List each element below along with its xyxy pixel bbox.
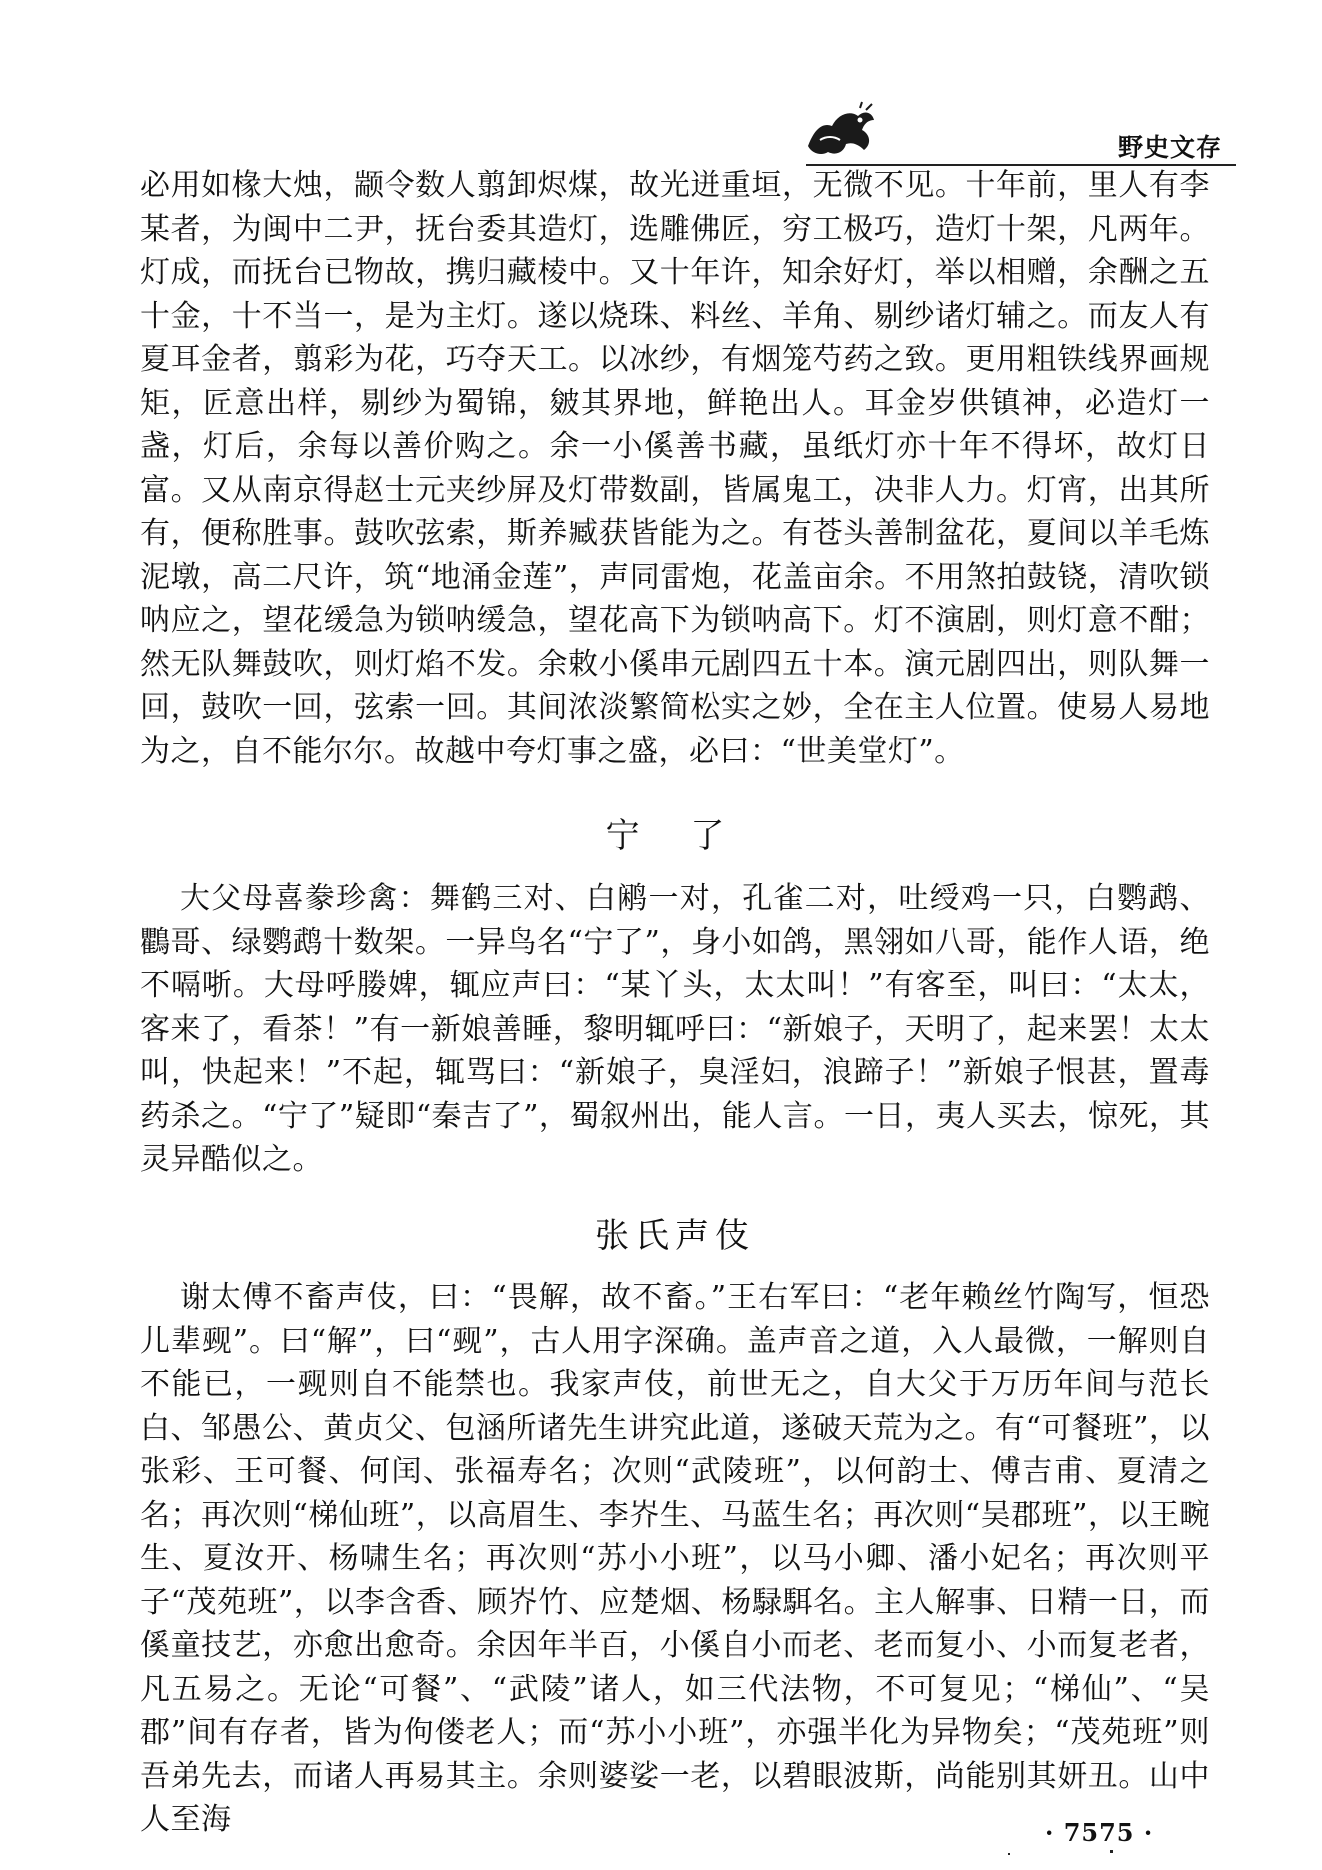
section-title-shengji: 张氏声伎: [595, 1216, 755, 1256]
dragon-icon: [800, 100, 880, 160]
page-number: · 7575 ·: [1045, 1818, 1154, 1847]
scan-speck: [1008, 1853, 1010, 1855]
section-title-ningliao: 宁 了: [605, 816, 745, 856]
paragraph-text: 谢太傅不畜声伎，曰：“畏解，故不畜。”王右军曰：“老年赖丝竹陶写，恒恐儿辈觋”。曰“解”，曰“觋”，古人用字深确。盖声音之道，入人最微，一解则自不能已，一觋则自不能禁也。我家声伎，前世无之，自大父于万历年间与范长白、邹愚公、黄贞父、包涵所诸先生讲究此道，遂破天荒为之。有“可餐班”，以张彩、王可餐、何闰、张福寿名；次则“武陵班”，以何韵士、傅吉甫、夏清之名；再次则“梯仙班”，以高眉生、李岕生、马蓝生名；再次则“吴郡班”，以王畹生、夏汝开、杨啸生名；再次则“苏小小班”，以马小卿、潘小妃名；再次则平子“茂苑班”，以李含香、顾岕竹、应楚烟、杨騄駬名。主人解事、日精一日，而傒童技艺，亦愈出愈奇。余因年半百，小傒自小而老、老而复小、小而复老者，凡五易之。无论“可餐”、“武陵”诸人，如三代法物，不可复见；“梯仙”、“吴郡”间有存者，皆为佝偻老人；而“苏小小班”，亦强半化为异物矣；“茂苑班”则吾弟先去，而诸人再易其主。余则婆娑一老，以碧眼波斯，尚能别其妍丑。山中人至海: [140, 1280, 1210, 1837]
continued-paragraph: [140, 164, 1210, 773]
book-title: 野史文存: [1118, 133, 1223, 162]
paragraph-text: 大父母喜豢珍禽：舞鹤三对、白鹇一对，孔雀二对，吐绶鸡一只，白鹦鹉、鸜哥、绿鹦鹉十数架。一异鸟名“宁了”，身小如鸽，黑翎如八哥，能作人语，绝不嗝哳。大母呼媵婢，辄应声曰：“某丫头，太太叫！”有客至，叫曰：“太太，客来了，看茶！”有一新娘善睡，黎明辄呼曰：“新娘子，天明了，起来罢！太太叫，快起来！”不起，辄骂曰：“新娘子，臭淫妇，浪蹄子！”新娘子恨甚，置毒药杀之。“宁了”疑即“秦吉了”，蜀叙州出，能人言。一日，夷人买去，惊死，其灵异酷似之。: [140, 881, 1210, 1177]
scan-speck: [1110, 1850, 1113, 1853]
ningliao-paragraph: [140, 877, 1210, 1182]
paragraph-text: 必用如椽大烛，颛令数人翦卸烬煤，故光迸重垣，无微不见。十年前，里人有李某者，为闽中二尹，抚台委其造灯，选雕佛匠，穷工极巧，造灯十架，凡两年。灯成，而抚台已物故，携归藏棱中。又十年许，知余好灯，举以相赠，余酬之五十金，十不当一，是为主灯。遂以烧珠、料丝、羊角、剔纱诸灯辅之。而友人有夏耳金者，翦彩为花，巧夺天工。以冰纱，有烟笼芍药之致。更用粗铁线界画规矩，匠意出样，剔纱为蜀锦，皴其界地，鲜艳出人。耳金岁供镇神，必造灯一盏，灯后，余每以善价购之。余一小傒善书藏，虽纸灯亦十年不得坏，故灯日富。又从南京得赵士元夹纱屏及灯带数副，皆属鬼工，决非人力。灯宵，出其所有，便称胜事。鼓吹弦索，斯养臧获皆能为之。有苍头善制盆花，夏间以羊毛炼泥墩，高二尺许，筑“地涌金莲”，声同雷炮，花盖亩余。不用煞拍鼓铙，清吹锁呐应之，望花缓急为锁呐缓急，望花高下为锁呐高下。灯不演剧，则灯意不酣；然无队舞鼓吹，则灯焰不发。余敕小傒串元剧四五十本。演元剧四出，则队舞一回，鼓吹一回，弦索一回。其间浓淡繁简松实之妙，全在主人位置。使易人易地为之，自不能尔尔。故越中夸灯事之盛，必曰：“世美堂灯”。: [140, 168, 1210, 769]
page-header: [0, 0, 1322, 170]
shengji-paragraph: [140, 1276, 1210, 1842]
